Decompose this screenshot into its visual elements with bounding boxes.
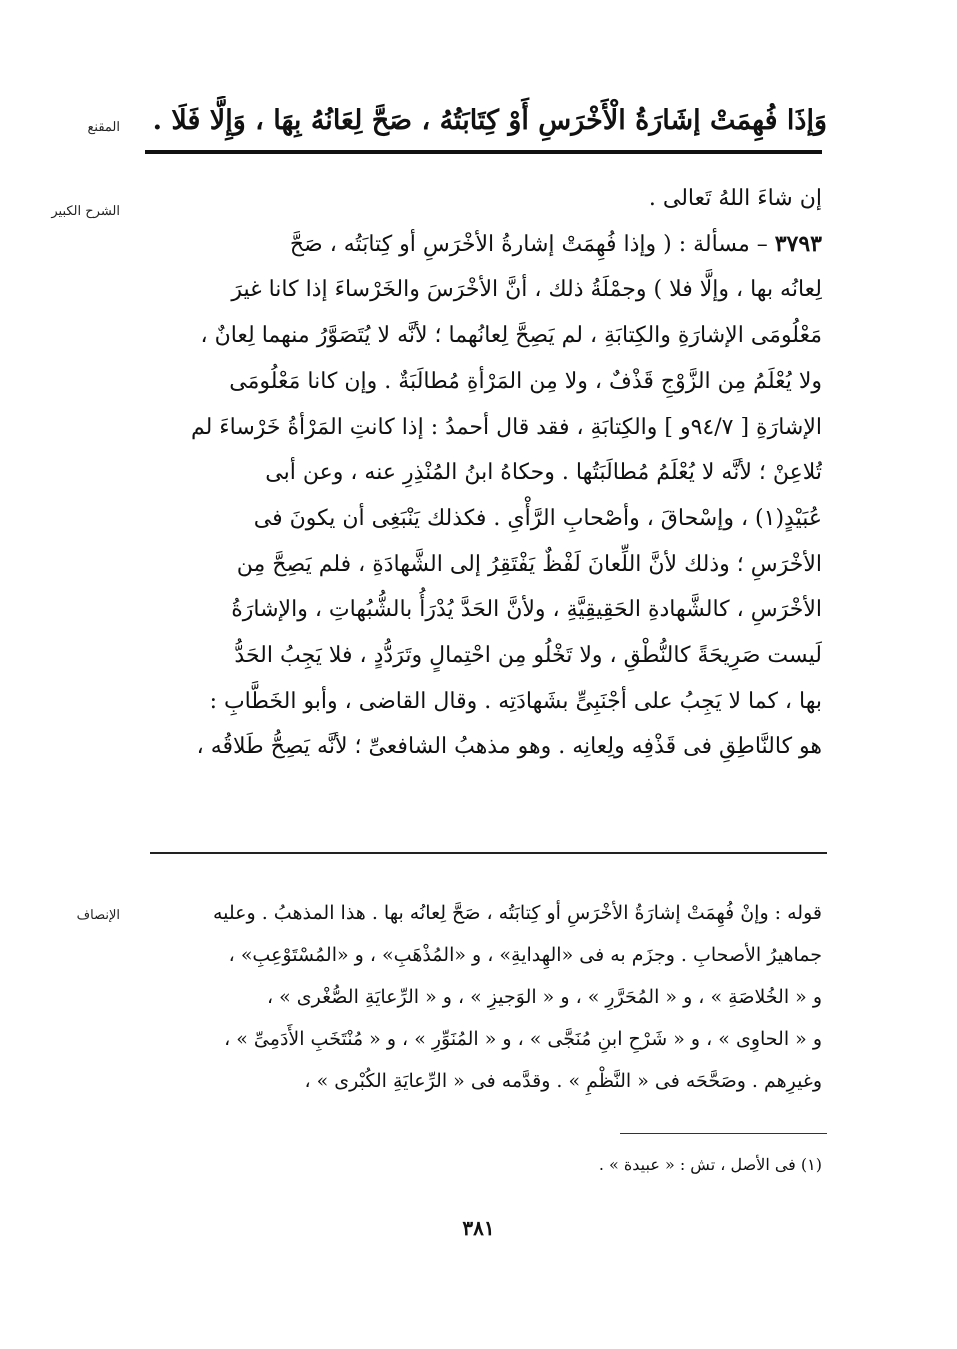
sharh-label: الشرح الكبير: [51, 204, 120, 219]
insaf-line: وغيرِهم . وصَحَّحَه فى « النَّظْمِ » . وقدَّمه فى « الرِّعايَةِ الكُبْرى » ،: [304, 1070, 822, 1092]
sharh-line: إن شاءَ اللهُ تَعالى .: [648, 186, 822, 211]
insaf-line: و « الخُلاصَةِ » ، و « المُحَرَّرِ » ، و « الوَجيزِ » ، و « الرِّعايَةِ الصُّغْرى » ،: [266, 986, 822, 1008]
sharh-issue-line: [150, 222, 822, 268]
section-divider: [150, 852, 827, 854]
insaf-line: قوله : وإنْ فُهِمَتْ إشارَةُ الأخْرَسِ أو كِتابَتُه ، صَحَّ لِعانُه بها . هذا المذهبُ . وعليه: [212, 902, 822, 924]
insaf-line: و « الحاوِى » ، و « شَرْحِ ابنِ مُنَجَّى » ، و « المُنَوِّرِ » ، و « مُنْتَخَبِ الأَدَمِىِّ » ،: [224, 1028, 822, 1050]
insaf-line: جماهيرُ الأصحابِ . وجزَم به فى «الهِدايةِ» ، و «المُذْهَبِ» ، و «المُسْتَوْعِبِ» ،: [228, 944, 822, 966]
sharh-line: ولا يُعْلَمُ مِن الزَّوْجِ قَذْفٌ ، ولا مِن المَرْأةِ مُطالَبَةٌ . وإن كانا مَعْلُومَى: [229, 368, 822, 394]
sharh-line: لِعانُه بها ، وإلَّا فلا ) وجمْلَةُ ذلك ، أنَّ الأخْرَسَ والخَرْساءَ إذا كانا غيرَ: [231, 277, 822, 303]
sharh-line: لَيست صَرِيحَةً كالنُّطْقِ ، ولا تَخْلُو مِن احْتِمالٍ وتَرَدُّدٍ ، فلا يَجِبُ الحَدُّ: [234, 643, 822, 669]
footnote-line: (١) فى الأصل ، تش : « عبيدة » .: [598, 1155, 822, 1174]
muqni-divider: [145, 150, 822, 154]
sharh-line: هو كالنَّاطِقِ فى قَذْفِه ولِعانِه . وهو مذهبُ الشافعىِّ ؛ لأنَّه يَصِحُّ طَلاقُه ،: [196, 734, 822, 760]
sharh-line: عُبَيْدٍ(١) ، وإسْحاقَ ، وأصْحابِ الرَّأْىِ . فكذلك يَنْبَغِى أن يكونَ فى: [253, 505, 822, 531]
sharh-line: الأخْرَسِ ، كالشَّهادةِ الحَقِيقِيَّةِ ، ولأنَّ الحَدَّ يُدْرَأُ بالشُّبُهاتِ ، والإشارَةُ: [231, 597, 822, 623]
muqni-label: المقنع: [87, 120, 120, 135]
footnote-divider: [620, 1133, 827, 1134]
sharh-line: تُلاعِنْ ؛ لأنَّه لا يُعْلَمُ مُطالَبَتُها . وحكاهُ ابنُ المُنْذِرِ عنه ، وعن أبى: [265, 460, 822, 486]
muqni-text: [150, 96, 827, 146]
sharh-line: الإشارَةِ [ ٩٤/٧و ] والكِتابَةِ ، فقد قال أحمدُ : إذا كانتِ المَرْأةُ خَرْساءَ لم: [190, 414, 822, 440]
insaf-label: الإنصاف: [76, 908, 120, 923]
sharh-line: الأخْرَسِ ؛ وذلك لأنَّ اللِّعانَ لَفْظٌ يَفْتَقِرُ إلى الشَّهادَةِ ، فلم يَصِحَّ مِن: [236, 551, 822, 577]
footnote: [300, 1152, 822, 1178]
muqni-line: وَإذَا فُهِمَتْ إشَارَةُ الْأَخْرَسِ أَوْ كِتَابَتُهُ ، صَحَّ لِعَانُهُ بِهَا ، وَإِلَّا فَلَا .: [152, 105, 827, 136]
sharh-text: [150, 176, 822, 770]
sharh-line: مَعْلُومَى الإشارَةِ والكِتابَةِ ، لم يَصِحَّ لِعانُهما ؛ لأنَّه لا يُتَصَوَّرُ منهما لِعانٌ ،: [200, 323, 822, 349]
page-number: ٣٨١: [462, 1216, 495, 1240]
sharh-line: بها ، كما لا يَجِبُ على أجْنَبِىٍّ بشَهادَتِه . وقال القاضى ، وأبو الخَطَّابِ :: [209, 688, 822, 714]
issue-line-text: – مسألة : ( وإذا فُهِمَتْ إشارةُ الأخْرَسِ أو كِتابَتُه ، صَحَّ: [289, 231, 768, 257]
issue-number: ٣٧٩٣: [774, 230, 822, 257]
insaf-text: [150, 892, 822, 1102]
